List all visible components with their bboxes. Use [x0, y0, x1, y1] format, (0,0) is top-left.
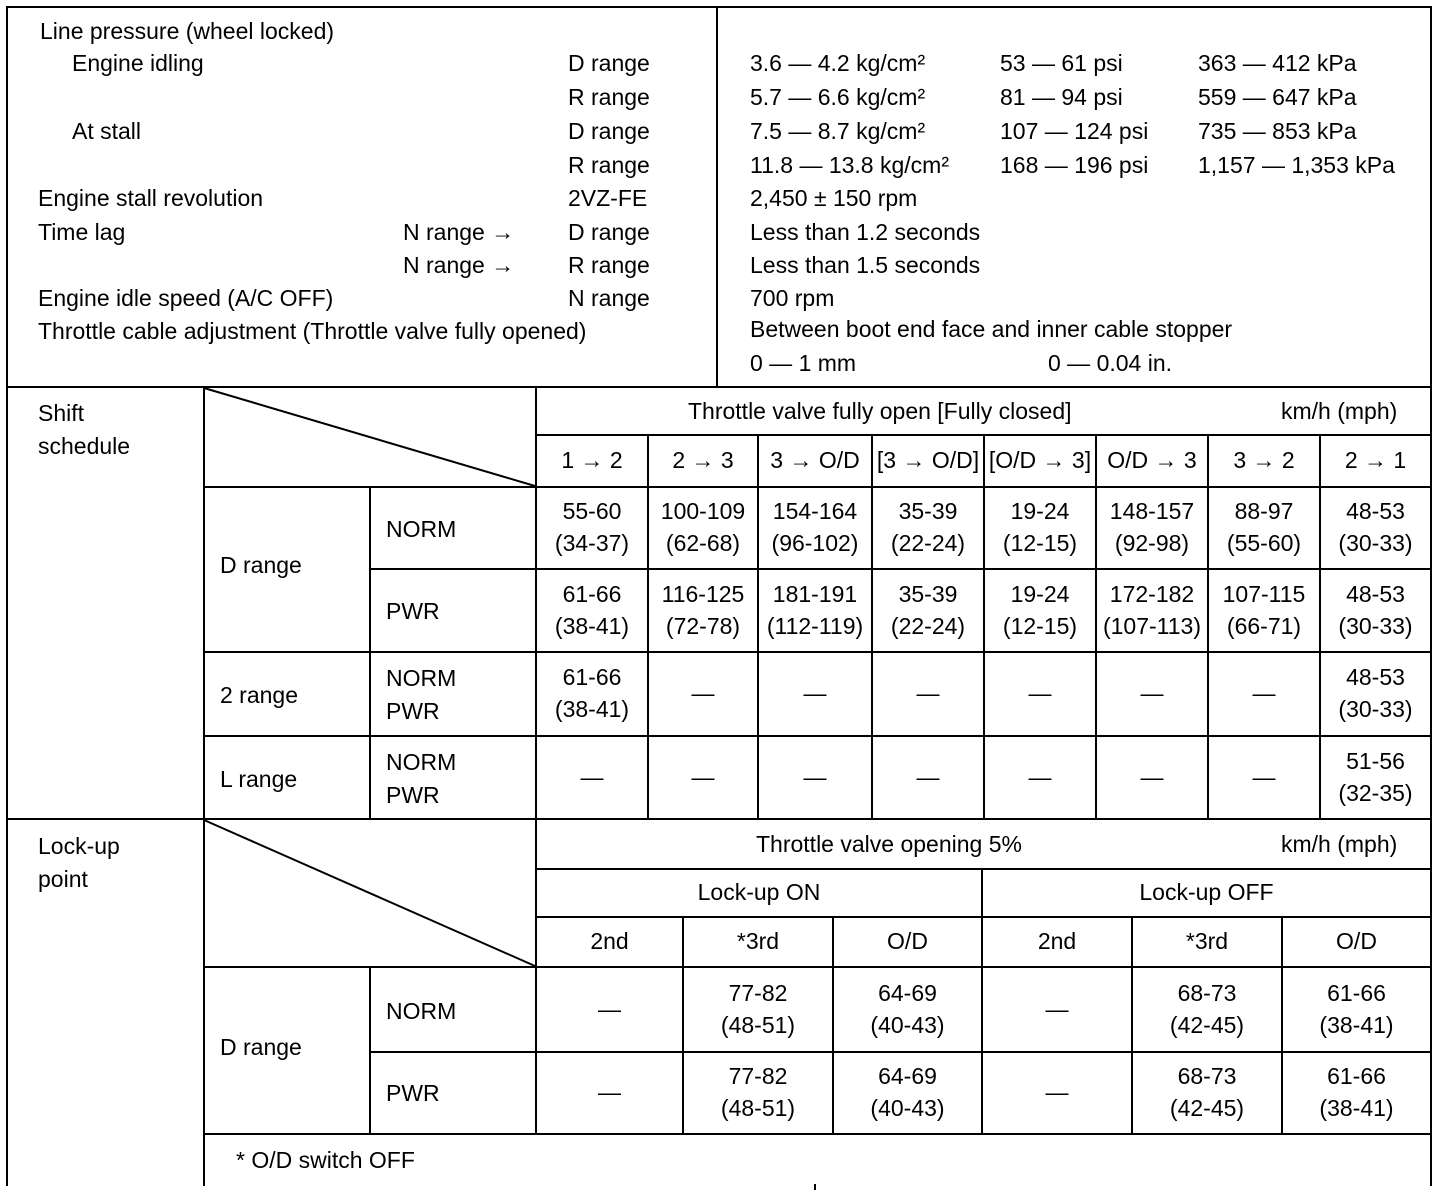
shift-units: km/h (mph)	[1281, 398, 1398, 424]
table-cell	[1133, 1053, 1281, 1133]
lockup-col-header: 2nd	[1037, 928, 1077, 955]
cell-value: 48-53	[1346, 664, 1405, 691]
cell-value: —	[803, 680, 827, 707]
mode-label: PWR	[386, 698, 440, 724]
pressure-psi: 107 — 124 psi	[1000, 118, 1149, 144]
cell-value: —	[691, 763, 715, 790]
table-cell	[1097, 570, 1207, 651]
shift-label: schedule	[38, 433, 131, 459]
table-cell	[1209, 488, 1319, 568]
cell-value-mph: (40-43)	[870, 1011, 945, 1038]
cell-value: 35-39	[898, 580, 958, 607]
shift-col-header: 1 → 2	[561, 447, 623, 474]
time-lag-label: Time lag	[38, 219, 126, 245]
stall-engine: 2VZ-FE	[568, 185, 648, 211]
range-label: 2 range	[220, 682, 299, 708]
cell-value-mph: (92-98)	[1114, 530, 1190, 556]
mode-label: NORM	[386, 516, 457, 542]
cell-value-mph: (30-33)	[1338, 530, 1413, 556]
at-stall-label: At stall	[72, 118, 142, 144]
shift-col-header: O/D → 3	[1107, 447, 1197, 474]
cell-value: —	[1028, 763, 1052, 790]
table-cell	[649, 570, 757, 651]
cell-value-mph: (12-15)	[1002, 612, 1078, 639]
lockup-col-header: *3rd	[736, 928, 780, 955]
cell-value: 64-69	[878, 1063, 937, 1090]
table-cell	[985, 488, 1095, 568]
cell-value-mph: (38-41)	[554, 696, 630, 722]
lockup-col-header: O/D	[1336, 928, 1377, 955]
range-label: D range	[568, 219, 650, 245]
cell-value: 48-53	[1346, 498, 1405, 525]
cell-value: 181-191	[772, 580, 858, 607]
lag-d-value: Less than 1.2 seconds	[750, 219, 981, 245]
cell-value: 19-24	[1010, 498, 1070, 525]
pressure-kg: 11.8 — 13.8 kg/cm²	[750, 152, 949, 178]
pressure-kpa: 363 — 412 kPa	[1198, 50, 1357, 76]
cell-value: 19-24	[1010, 580, 1070, 607]
table-cell	[1283, 968, 1430, 1051]
table-cell	[983, 968, 1131, 1051]
cell-value: 154-164	[772, 498, 858, 525]
cell-value-mph: (72-78)	[665, 612, 741, 639]
cell-value: —	[580, 763, 604, 790]
table-cell	[1133, 968, 1281, 1051]
range-label: D range	[568, 118, 650, 144]
cell-value: 68-73	[1177, 979, 1237, 1006]
pressure-kpa: 1,157 — 1,353 kPa	[1198, 152, 1395, 178]
cell-value: 148-157	[1109, 498, 1195, 525]
table-cell	[649, 488, 757, 568]
table-cell	[985, 653, 1095, 735]
table-cell	[1321, 737, 1430, 818]
mode-label: PWR	[386, 782, 440, 808]
table-cell	[873, 737, 983, 818]
cell-value-mph: (62-68)	[665, 530, 741, 556]
cell-value: 88-97	[1234, 498, 1294, 525]
cell-value: 116-125	[661, 580, 745, 607]
pressure-kpa: 735 — 853 kPa	[1198, 118, 1357, 144]
table-cell	[1209, 653, 1319, 735]
range-label: L range	[220, 766, 298, 792]
table-cell	[759, 488, 871, 568]
cell-value: 48-53	[1346, 580, 1405, 607]
cable-in: 0 — 0.04 in.	[1048, 350, 1173, 376]
cell-value: 100-109	[660, 498, 746, 525]
cell-value: 51-56	[1346, 747, 1405, 774]
cell-value-mph: (30-33)	[1338, 612, 1413, 639]
mode-label: PWR	[386, 1080, 440, 1106]
cell-value: 61-66	[1327, 979, 1386, 1006]
shift-label: Shift	[38, 400, 85, 426]
range-label: R range	[568, 252, 650, 278]
cell-value-mph: (96-102)	[771, 530, 859, 556]
shift-col-header: [3 → O/D]	[876, 447, 980, 474]
cell-value-mph: (42-45)	[1169, 1095, 1245, 1121]
table-cell	[985, 737, 1095, 818]
cell-value: 61-66	[562, 664, 622, 691]
table-cell	[834, 1053, 981, 1133]
lockup-col-header: *3rd	[1185, 928, 1229, 955]
range-label: D range	[568, 50, 650, 76]
pressure-kg: 3.6 — 4.2 kg/cm²	[750, 50, 926, 76]
mode-label: NORM	[386, 665, 457, 691]
pressure-kg: 7.5 — 8.7 kg/cm²	[750, 118, 926, 144]
cell-value: —	[1140, 680, 1164, 707]
pressure-psi: 81 — 94 psi	[1000, 84, 1123, 110]
table-cell	[759, 737, 871, 818]
table-cell	[1321, 488, 1430, 568]
mode-label: NORM	[386, 998, 457, 1024]
table-cell	[1097, 488, 1207, 568]
cell-value-mph: (38-41)	[1319, 1011, 1394, 1038]
line-pressure-title: Line pressure (wheel locked)	[40, 18, 335, 44]
n-range-label: N range	[568, 285, 650, 311]
mode-label: NORM	[386, 749, 457, 775]
shift-col-header: 2 → 1	[1344, 447, 1407, 474]
stall-label: Engine stall revolution	[38, 185, 264, 211]
table-cell	[649, 653, 757, 735]
cell-value-mph: (34-37)	[554, 530, 630, 556]
table-cell	[1321, 653, 1430, 735]
table-cell	[684, 1053, 832, 1133]
cell-value: —	[598, 1079, 621, 1106]
cell-value-mph: (32-35)	[1338, 779, 1413, 806]
cell-value: —	[803, 763, 827, 790]
lockup-label: point	[38, 866, 88, 892]
lag-r-value: Less than 1.5 seconds	[750, 252, 981, 278]
cell-value: 35-39	[898, 498, 958, 525]
cable-value: Between boot end face and inner cable stopper	[750, 316, 1233, 342]
lockup-off-header: Lock-up OFF	[1139, 879, 1274, 906]
cell-value-mph: (38-41)	[1319, 1095, 1394, 1121]
table-cell	[873, 653, 983, 735]
range-label: D range	[220, 552, 302, 578]
range-label: R range	[568, 84, 650, 110]
cell-value: 64-69	[878, 979, 937, 1006]
engine-idling-label: Engine idling	[72, 50, 204, 76]
cell-value: —	[1045, 1079, 1069, 1106]
lockup-col-header: O/D	[887, 928, 928, 955]
table-cell	[873, 570, 983, 651]
cell-value-mph: (22-24)	[890, 612, 966, 639]
cable-mm: 0 — 1 mm	[750, 350, 857, 376]
table-cell	[1283, 1053, 1430, 1133]
table-cell	[649, 737, 757, 818]
table-cell	[537, 968, 682, 1051]
shift-col-header: 3 → 2	[1233, 447, 1295, 474]
cell-value-mph: (12-15)	[1002, 530, 1078, 556]
cell-value: —	[1028, 680, 1052, 707]
cell-value-mph: (30-33)	[1338, 696, 1413, 722]
cell-value: 172-182	[1109, 580, 1195, 607]
n-range-arrow: N range →	[403, 252, 515, 278]
range-label: D range	[220, 1034, 302, 1060]
lockup-col-header: 2nd	[590, 928, 629, 955]
cell-value: —	[1045, 995, 1069, 1022]
cell-value: 61-66	[562, 580, 622, 607]
table-cell	[759, 570, 871, 651]
pressure-psi: 168 — 196 psi	[1000, 152, 1149, 178]
table-cell	[759, 653, 871, 735]
stall-value: 2,450 ± 150 rpm	[750, 185, 918, 211]
shift-col-header: 3 → O/D	[770, 447, 860, 474]
cell-value-mph: (40-43)	[870, 1095, 945, 1121]
pressure-kpa: 559 — 647 kPa	[1198, 84, 1357, 110]
cell-value: —	[1140, 763, 1164, 790]
table-cell	[1321, 570, 1430, 651]
idle-label: Engine idle speed (A/C OFF)	[38, 285, 334, 311]
cell-value-mph: (22-24)	[890, 530, 966, 556]
cell-value: —	[1252, 680, 1276, 707]
table-cell	[1209, 570, 1319, 651]
table-cell	[1097, 737, 1207, 818]
range-label: R range	[568, 152, 650, 178]
cell-value-mph: (55-60)	[1226, 530, 1302, 556]
cell-value: 61-66	[1327, 1063, 1386, 1090]
shift-col-header: [O/D → 3]	[988, 447, 1092, 474]
lockup-label: Lock-up	[38, 833, 120, 859]
lockup-on-header: Lock-up ON	[697, 879, 821, 906]
cell-value: —	[916, 763, 940, 790]
pressure-kg: 5.7 — 6.6 kg/cm²	[750, 84, 926, 110]
cell-value: —	[691, 680, 715, 707]
shift-header: Throttle valve fully open [Fully closed]	[688, 398, 1072, 424]
lockup-header: Throttle valve opening 5%	[756, 831, 1022, 857]
table-cell	[537, 488, 647, 568]
mode-label: PWR	[386, 598, 440, 624]
pressure-psi: 53 — 61 psi	[1000, 50, 1123, 76]
idle-value: 700 rpm	[750, 285, 835, 311]
cell-value-mph: (48-51)	[720, 1011, 796, 1038]
table-cell	[537, 653, 647, 735]
table-cell	[537, 737, 647, 818]
cell-value: —	[1252, 763, 1276, 790]
cell-value: —	[916, 680, 940, 707]
cell-value-mph: (42-45)	[1169, 1011, 1245, 1038]
table-cell	[985, 570, 1095, 651]
table-cell	[537, 570, 647, 651]
table-cell	[1097, 653, 1207, 735]
cell-value-mph: (112-119)	[766, 612, 864, 639]
cell-value: 107-115	[1222, 580, 1306, 607]
cell-value: 77-82	[728, 1063, 788, 1090]
table-cell	[873, 488, 983, 568]
cell-value: —	[598, 995, 621, 1022]
cell-value-mph: (48-51)	[720, 1095, 796, 1121]
cell-value-mph: (38-41)	[554, 612, 630, 639]
table-cell	[537, 1053, 682, 1133]
cell-value: 55-60	[562, 498, 622, 525]
table-cell	[684, 968, 832, 1051]
cell-value: 77-82	[728, 979, 788, 1006]
shift-col-header: 2 → 3	[672, 447, 734, 474]
cell-value: 68-73	[1177, 1063, 1237, 1090]
lockup-units: km/h (mph)	[1281, 831, 1398, 857]
n-range-arrow: N range →	[403, 219, 515, 245]
table-cell	[1209, 737, 1319, 818]
table-cell	[834, 968, 981, 1051]
cable-label: Throttle cable adjustment (Throttle valve fully opened)	[38, 318, 587, 344]
cell-value-mph: (66-71)	[1226, 612, 1302, 639]
footnote: * O/D switch OFF	[236, 1147, 415, 1173]
table-cell	[983, 1053, 1131, 1133]
cell-value-mph: (107-113)	[1102, 612, 1202, 639]
